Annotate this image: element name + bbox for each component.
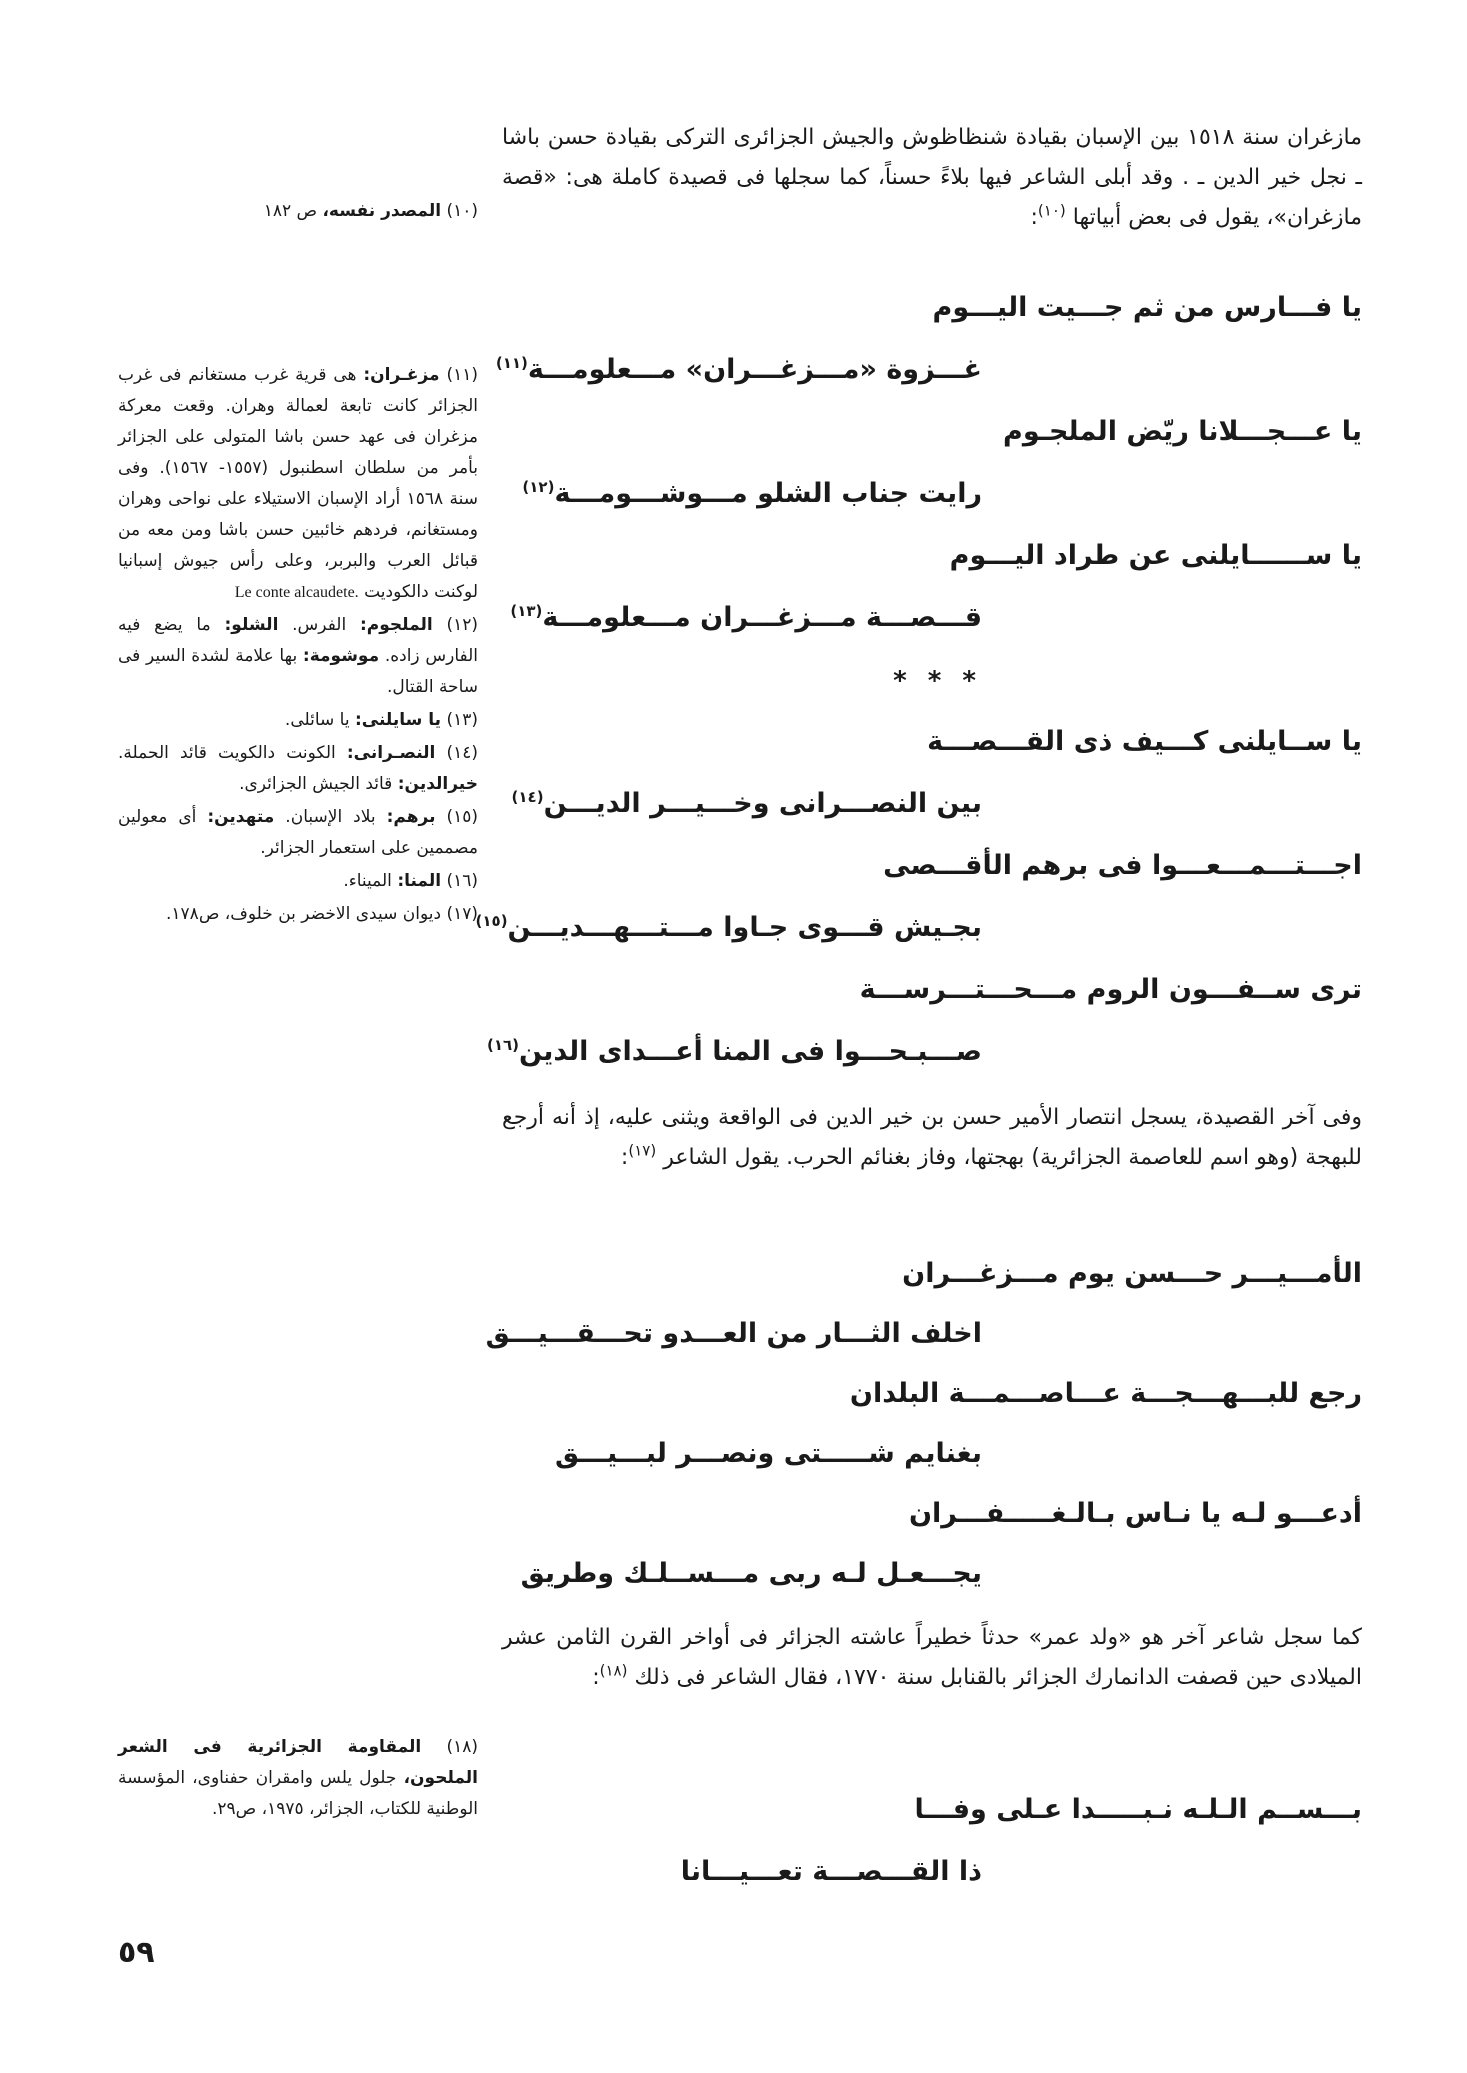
verse-line: يا ســــــايلنى عن طراد اليـــوم	[949, 540, 1362, 571]
side-note-16: (١٦) المنا: الميناء.	[343, 871, 478, 891]
footnote-ref: (١٨)	[599, 1661, 628, 1680]
side-note-11: (١١) مزغـران: هى قرية غرب مستغانم فى غرب الجزائر كانت تابعة لعمالة وهران. وقعت معركة مزغران فى عهد حسن باشا المتولى على الجزائر بأمر من سلطان اسطنبول (١٥٥٧- ١٥٦٧). وفى سنة ١٥٦٨ أراد الإسبان الاستيلاء على نواحى وهران ومستغانم، فردهم خائبين حسن باشا ومن معه من قبائل العرب والبربر، وعلى رأس جيوش إسبانيا لوكنت دالكوديت Le conte alcaudete.	[118, 365, 478, 602]
verse-line: غـــزوة «مـــزغـــران» مـــعلومـــة$^{(١١)}$	[495, 354, 982, 385]
verse-line: بين النصـــرانى وخـــيـــر الديـــن$^{(١٤)}$	[511, 788, 982, 819]
verse-line: ترى ســفـــون الروم مـــحـــتـــرســـة	[859, 974, 1362, 1005]
verse-line: رايت جناب الشلو مـــوشـــومـــة$^{(١٢)}$	[522, 478, 982, 509]
footnote-ref: (١٧)	[628, 1141, 657, 1160]
prose-paragraph: وفى آخر القصيدة، يسجل انتصار الأمير حسن بن خير الدين فى الواقعة ويثنى عليه، إذ أنه أرجع للبهجة (وهو اسم للعاصمة الجزائرية) بهجتها، وفاز بغنائم الحرب. يقول الشاعر $^{(١٧)}$:	[502, 1105, 1362, 1170]
intro-paragraph	[502, 118, 1362, 238]
verse-line: اخلف الثـــار من العـــدو تحـــقـــيـــق	[485, 1318, 982, 1349]
verse-line: صـــبـحـــوا فى المنا أعـــداى الدين$^{(١٦)}$	[486, 1036, 982, 1067]
verse-line: الأمـــيـــر حـــسن يوم مـــزغـــران	[902, 1258, 1362, 1289]
verse-line: بغنايم شـــــتى ونصـــر لبـــيـــق	[555, 1438, 982, 1469]
side-notes-group	[118, 360, 478, 932]
verse-line: يا فـــارس من ثم جـــيت اليـــوم	[932, 292, 1362, 323]
side-note-14: (١٤) النصـرانى: الكونت دالكويت قائد الحملة. خيرالدين: قائد الجيش الجزائرى.	[118, 743, 479, 794]
side-note-15: (١٥) برهم: بلاد الإسبان. متهدين: أى معولين مصممين على استعمار الجزائر.	[118, 807, 478, 858]
page-number: ٥٩	[118, 1935, 155, 1970]
section-separator: * * *	[893, 666, 982, 696]
side-note-12: (١٢) الملجوم: الفرس. الشلو: ما يضع فيه الفارس زاده. موشومة: بها علامة لشدة السير فى ساحة القتال.	[118, 615, 479, 697]
verse-line: أدعـــو لـه يا نـاس بـالـغـــــفـــران	[908, 1498, 1362, 1529]
verse-line: يا ســايلنى كـــيف ذى القـــصـــة	[927, 726, 1362, 757]
verse-line: ذا القـــصـــة تعـــيـــانا	[680, 1856, 982, 1887]
footnote-ref: (١٠)	[1037, 201, 1066, 220]
intro-tail: :	[1030, 205, 1038, 230]
side-note-10: (١٠) المصدر نفسه، ص ١٨٢	[263, 201, 478, 221]
verse-line: يجـــعـل لـه ربى مـــســلـك وطريق	[520, 1558, 982, 1589]
verse-line: رجع للبـــهـــجـــة عـــاصـــمـــة البلدان	[849, 1378, 1362, 1409]
verse-line: بجـيش قـــوى جـاوا مـــتـــهـــديـــن$^{(١٥)}$	[475, 912, 982, 943]
side-note-18: (١٨) المقاومة الجزائرية فى الشعر الملحون، جلول يلس وامقران حفناوى، المؤسسة الوطنية للكتاب، الجزائر، ١٩٧٥، ص٢٩.	[118, 1737, 478, 1819]
verse-line: اجـــتـــمـــعـــوا فى برهم الأقـــصى	[883, 850, 1362, 881]
verse-line: يا عـــجـــلانا ريّض الملجـوم	[1003, 416, 1362, 447]
side-note-17: (١٧) ديوان سيدى الاخضر بن خلوف، ص١٧٨.	[166, 904, 478, 924]
side-note-13: (١٣) يا سايلنى: يا سائلى.	[284, 710, 478, 730]
intro-text: مازغران سنة ١٥١٨ بين الإسبان بقيادة شنظاظوش والجيش الجزائرى التركى بقيادة حسن باشا ـ نجل خير الدين ـ . وقد أبلى الشاعر فيها بلاءً حسناً، كما سجلها فى قصيدة كاملة هى: «قصة مازغران»، يقول فى بعض أبياتها	[502, 125, 1362, 230]
prose-paragraph: كما سجل شاعر آخر هو «ولد عمر» حدثاً خطيراً عاشته الجزائر فى أواخر القرن الثامن عشر الميلادى حين قصفت الدانمارك الجزائر بالقنابل سنة ١٧٧٠، فقال الشاعر فى ذلك $^{(١٨)}$:	[502, 1625, 1362, 1690]
verse-line: قـــصـــة مـــزغـــران مـــعلومـــة$^{(١٣)}$	[510, 602, 982, 633]
main-column	[475, 118, 1362, 1887]
verse-line: بـــســم الـلـه نـبـــــدا عـلى وفـــا	[914, 1794, 1362, 1825]
